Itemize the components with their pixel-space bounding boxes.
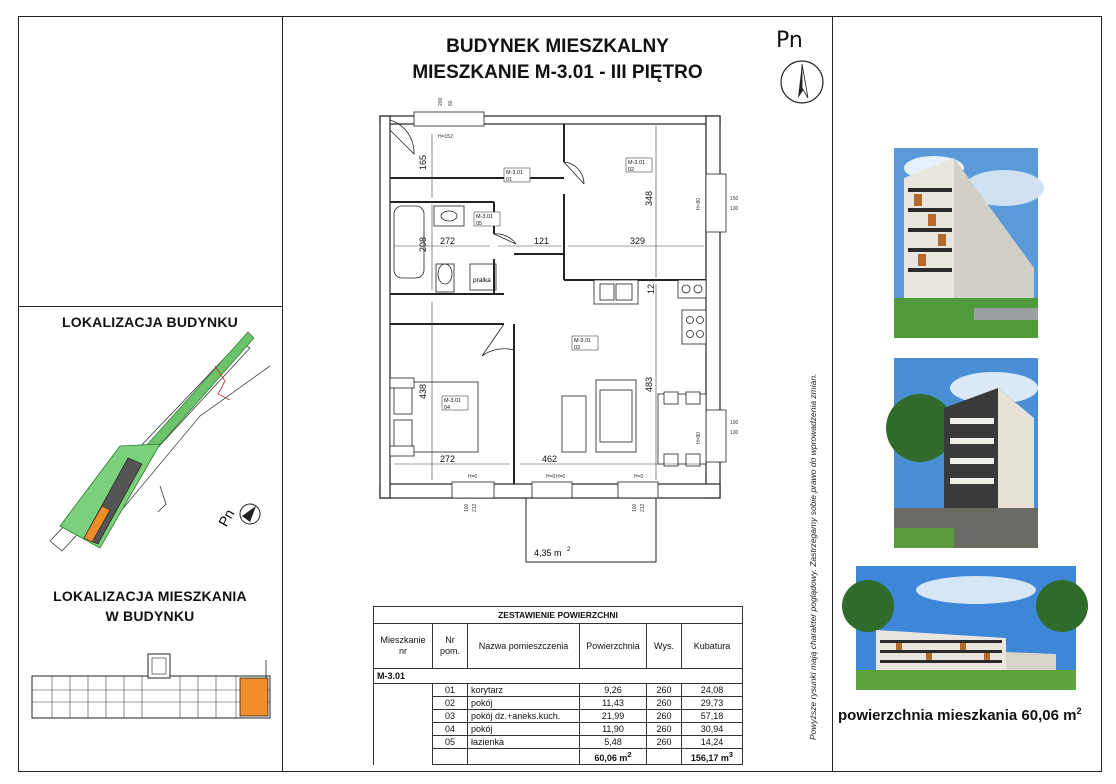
window-note-13: H=0 — [556, 474, 566, 480]
table-row: 01 korytarz 9,26 260 24,08 — [374, 684, 743, 697]
dim-5: 329 — [630, 236, 646, 246]
dim-7: 12 — [646, 283, 656, 294]
apartment-row — [374, 669, 743, 684]
table-row: 04 pokój 11,90 260 30,94 — [374, 723, 743, 736]
svg-text:M-3.01: M-3.01 — [506, 170, 524, 176]
window-note-9: 130 — [730, 430, 739, 436]
svg-text:01: 01 — [506, 177, 513, 183]
apartment-code: M-3.01 — [374, 669, 743, 684]
dim-9: 272 — [440, 454, 456, 464]
area-schedule-table — [373, 606, 743, 765]
building-render-3 — [856, 566, 1076, 690]
site-location-map — [40, 326, 280, 570]
site-north-label: Pn — [214, 506, 238, 530]
col-volume: Kubatura — [682, 624, 743, 669]
window-note-4: H=80 — [696, 197, 702, 210]
disclaimer-text: Powyższe rysunki mają charakter poglądowy. Zastrzegamy sobie prawo do wprowadzenia zmian. — [808, 373, 818, 740]
svg-text:04: 04 — [444, 405, 451, 411]
col-apartment: Mieszkanie nr — [374, 624, 433, 669]
window-note-10: H=0 — [468, 474, 478, 480]
drawing-title — [285, 34, 830, 86]
window-note-6: 130 — [730, 206, 739, 212]
col-room-name: Nazwa pomieszczenia — [468, 624, 580, 669]
location-apartment-line1: LOKALIZACJA MIESZKANIA — [53, 588, 247, 604]
plan-north-label: Pn — [776, 28, 803, 53]
room-tag-05 — [474, 212, 500, 227]
room-tag-03 — [572, 336, 598, 351]
table-total-row: 60,06 $m^2$ 156,17 $m^3$ — [374, 749, 743, 765]
dim-11: 483 — [644, 376, 654, 392]
apartment-area-label: powierzchnia mieszkania 60,06 $m^2$ — [838, 706, 1082, 724]
location-building-heading: LOKALIZACJA BUDYNKU — [62, 314, 238, 330]
dim-4: 121 — [534, 236, 550, 246]
total-area: 60,06 m — [594, 753, 628, 763]
window-note-5: 150 — [730, 196, 739, 202]
building-render-2 — [894, 358, 1038, 548]
svg-text:M-3.01: M-3.01 — [444, 398, 462, 404]
right-divider — [832, 16, 833, 772]
title-line-2: MIESZKANIE M-3.01 - III PIĘTRO — [412, 62, 703, 83]
dim-1: 165 — [418, 154, 428, 170]
window-note-8: 100 — [730, 420, 739, 426]
location-apartment-line2: W BUDYNKU — [105, 608, 195, 624]
col-height: Wys. — [647, 624, 682, 669]
room-tag-04 — [442, 396, 468, 411]
dim-2: 208 — [418, 236, 428, 252]
left-panel-divider — [18, 306, 282, 307]
window-note-17: 212 — [640, 503, 646, 512]
laundry-label: pralka — [473, 277, 491, 284]
table-header-row — [374, 624, 743, 669]
dim-3: 272 — [440, 236, 456, 246]
table-row: 05 łazienka 5,48 260 14,24 — [374, 736, 743, 749]
building-render-1 — [894, 148, 1038, 338]
window-note-3: H=152 — [438, 134, 453, 140]
window-note-12: H=0 — [634, 474, 644, 480]
window-note-2: 60 — [448, 100, 454, 106]
window-note-16: 100 — [632, 503, 638, 512]
svg-text:02: 02 — [628, 167, 635, 173]
location-apartment-heading — [22, 586, 278, 626]
title-line-1: BUDYNEK MIESZKALNY — [446, 36, 669, 57]
dim-8: 438 — [418, 383, 428, 399]
apartment-highlight — [240, 678, 268, 716]
north-arrow-icon — [778, 58, 828, 106]
svg-text:03: 03 — [574, 345, 581, 351]
room-tag-01 — [504, 168, 530, 183]
dim-10: 462 — [542, 454, 558, 464]
table-row: 03 pokój dz.+aneks.kuch. 21,99 260 57,18 — [374, 710, 743, 723]
col-room-no: Nr pom. — [433, 624, 468, 669]
svg-text:M-3.01: M-3.01 — [574, 338, 592, 344]
table-caption: ZESTAWIENIE POWIERZCHNI — [374, 607, 743, 624]
balcony-area-sup: 2 — [567, 547, 571, 553]
table-row: 02 pokój 11,43 260 29,73 — [374, 697, 743, 710]
window-note-11: H=0 — [546, 474, 556, 480]
total-volume: 156,17 m — [690, 753, 729, 763]
room-tag-02 — [626, 158, 652, 173]
col-area: Powierzchnia — [580, 624, 647, 669]
window-note-14: 100 — [464, 503, 470, 512]
svg-text:M-3.01: M-3.01 — [628, 160, 646, 166]
dim-6: 348 — [644, 190, 654, 206]
window-note-1: 200 — [438, 97, 444, 106]
svg-text:05: 05 — [476, 221, 483, 227]
balcony-area: 4,35 m — [534, 548, 562, 558]
window-note-15: 212 — [472, 503, 478, 512]
floor-plan — [374, 94, 739, 574]
window-note-7: H=80 — [696, 431, 702, 444]
left-divider — [282, 16, 283, 772]
floor-key-plan — [30, 650, 274, 724]
svg-text:M-3.01: M-3.01 — [476, 214, 494, 220]
